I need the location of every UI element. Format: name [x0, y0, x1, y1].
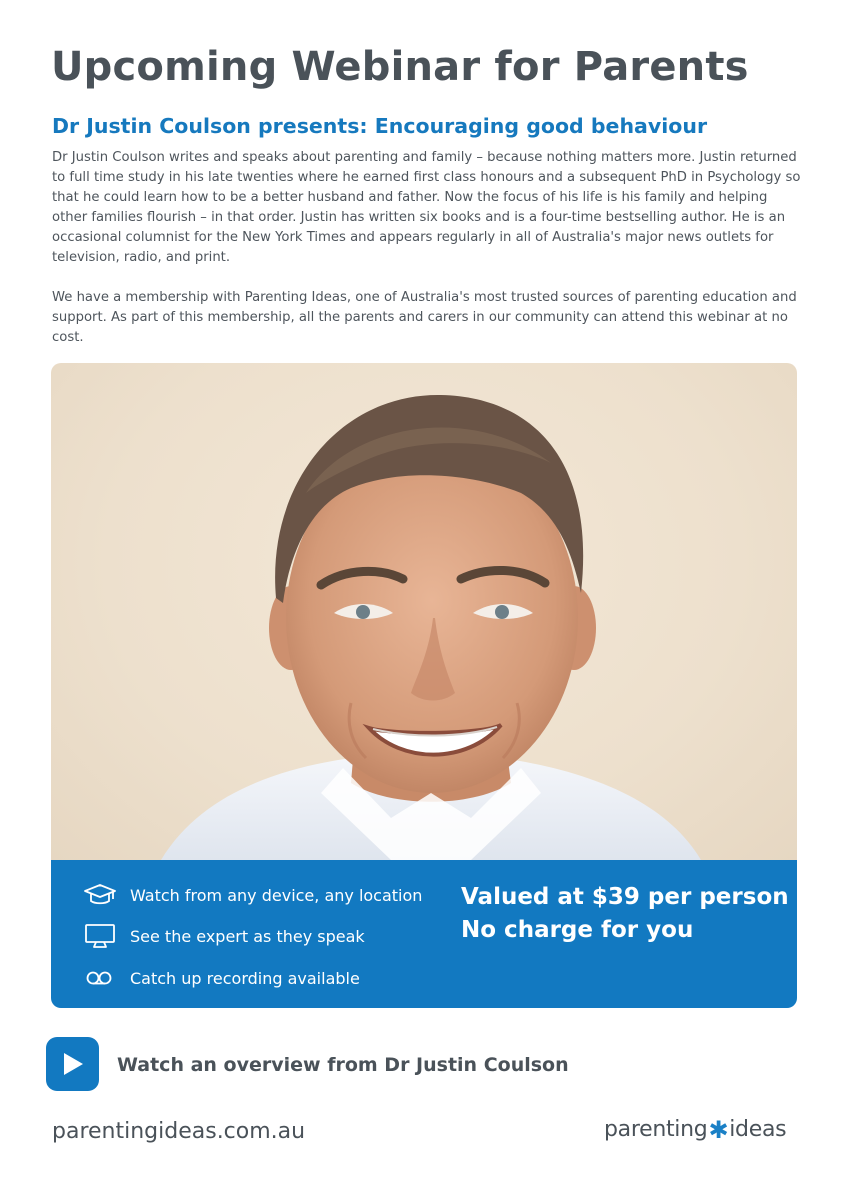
no-charge-statement: No charge for you	[461, 917, 694, 943]
website-link[interactable]: parentingideas.com.au	[52, 1119, 306, 1144]
logo-word-ideas: ideas	[729, 1117, 787, 1142]
play-video-button[interactable]	[46, 1037, 99, 1091]
asterisk-icon: ✱	[708, 1115, 729, 1144]
page-title: Upcoming Webinar for Parents	[51, 44, 749, 90]
benefit-device	[83, 882, 422, 908]
parenting-ideas-logo	[604, 1117, 786, 1142]
play-icon	[61, 1051, 85, 1077]
voicemail-icon	[83, 965, 117, 991]
benefit-expert-label: See the expert as they speak	[130, 926, 365, 946]
benefit-expert	[83, 923, 365, 949]
benefit-recording	[83, 965, 360, 991]
monitor-icon	[83, 923, 117, 949]
presenter-photo	[51, 363, 797, 860]
presenter-bio: Dr Justin Coulson writes and speaks about parenting and family – because nothing matters more. Justin returned to full time study in his late twenties where he earned first class honours and a subsequent PhD in Psychology so that he could learn how to be a better husband and father. Now the focus of his life is his family and helping other families flourish – in that order. Justin has written six books and is a four-time bestselling author. He is an occasional columnist for the New York Times and appears regularly in all of Australia's major news outlets for television, radio, and print.	[52, 150, 801, 265]
watch-overview-link[interactable]: Watch an overview from Dr Justin Coulson	[117, 1054, 569, 1076]
value-statement: Valued at $39 per person	[461, 884, 789, 910]
membership-info: We have a membership with Parenting Ideas, one of Australia's most trusted sources of parenting education and support. As part of this membership, all the parents and carers in our community can attend this webinar at no cost.	[52, 290, 797, 345]
benefit-device-label: Watch from any device, any location	[130, 885, 423, 905]
webinar-subtitle: Dr Justin Coulson presents: Encouraging good behaviour	[52, 114, 708, 138]
benefit-recording-label: Catch up recording available	[130, 968, 360, 988]
logo-word-parenting: parenting	[604, 1117, 708, 1142]
benefits-panel	[51, 860, 797, 1008]
graduation-cap-icon	[83, 882, 117, 908]
